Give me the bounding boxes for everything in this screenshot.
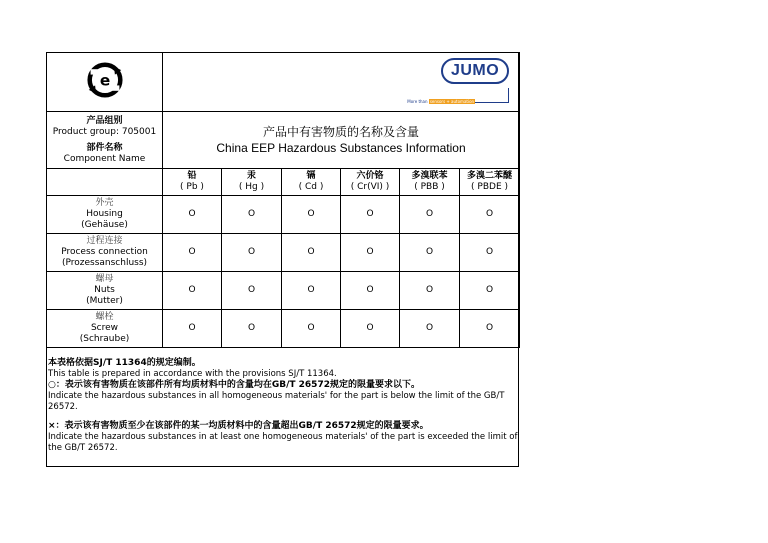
compliance-mark: O xyxy=(460,196,520,234)
table-row xyxy=(47,272,520,310)
component-cn: 螺栓 xyxy=(95,312,114,322)
component-de: (Mutter) xyxy=(86,296,123,306)
component-name-cn: 部件名称 xyxy=(86,142,123,153)
compliance-mark: O xyxy=(222,272,282,310)
compliance-mark: O xyxy=(400,196,460,234)
note-en: This table is prepared in accordance with the provisions SJ/T 11364. xyxy=(48,369,337,379)
component-en: Screw xyxy=(90,323,119,333)
tagline-highlight: sensors + automation xyxy=(429,99,475,104)
compliance-mark: O xyxy=(222,234,282,272)
substance-symbol: ( Cr(VI) ) xyxy=(350,182,390,192)
hazardous-substance-table xyxy=(46,52,520,348)
substance-symbol: ( Pb ) xyxy=(180,182,204,192)
tagline-prefix: More than xyxy=(407,99,428,104)
substance-header xyxy=(163,169,222,196)
compliance-mark: O xyxy=(282,310,341,348)
recycle-logo-cell xyxy=(47,53,163,112)
component-name-en: Component Name xyxy=(63,153,146,164)
notes-section xyxy=(47,358,518,454)
component-en: Nuts xyxy=(94,285,115,295)
spacer xyxy=(48,413,518,421)
compliance-mark: O xyxy=(163,272,222,310)
substance-header xyxy=(222,169,282,196)
rohs-declaration-sheet xyxy=(46,52,519,467)
china-rohs-recycle-icon xyxy=(87,62,123,98)
component-cn: 过程连接 xyxy=(86,236,123,246)
compliance-mark: O xyxy=(282,234,341,272)
substance-symbol: ( PBDE ) xyxy=(471,182,509,192)
compliance-mark: O xyxy=(460,272,520,310)
compliance-mark: O xyxy=(222,310,282,348)
compliance-mark: O xyxy=(282,272,341,310)
substance-header xyxy=(282,169,341,196)
compliance-mark: O xyxy=(400,310,460,348)
table-row xyxy=(47,196,520,234)
compliance-mark: O xyxy=(163,234,222,272)
component-cn: 外壳 xyxy=(95,198,114,208)
compliance-mark: O xyxy=(460,234,520,272)
substance-symbol: ( Cd ) xyxy=(298,182,324,192)
title-en: China EEP Hazardous Substances Information xyxy=(216,141,466,155)
header-blank-cell xyxy=(47,169,163,196)
component-label xyxy=(47,272,163,310)
note-en: Indicate the hazardous substances in all homogeneous materials' for the part is below the limit of the GB/T 26572. xyxy=(48,391,505,412)
jumo-logo: JUMO xyxy=(441,58,509,84)
compliance-mark: O xyxy=(400,234,460,272)
substance-cn: 多溴二苯醚 xyxy=(467,171,513,181)
product-group-en: Product group: 705001 xyxy=(52,126,157,137)
title-cn: 产品中有害物质的名称及含量 xyxy=(263,125,420,139)
substance-symbol: ( Hg ) xyxy=(238,182,265,192)
table-row xyxy=(47,234,520,272)
substance-header xyxy=(400,169,460,196)
compliance-mark: O xyxy=(163,196,222,234)
svg-text:e: e xyxy=(99,71,110,90)
component-en: Housing xyxy=(86,209,123,219)
table-row xyxy=(47,310,520,348)
substance-header xyxy=(341,169,400,196)
compliance-mark: O xyxy=(163,310,222,348)
substance-cn: 镉 xyxy=(306,171,316,181)
product-info-cell xyxy=(47,112,163,169)
component-label xyxy=(47,234,163,272)
brand-cell xyxy=(163,53,520,112)
substance-cn: 汞 xyxy=(246,171,256,181)
substance-cn: 六价铬 xyxy=(356,171,384,181)
compliance-mark: O xyxy=(341,272,400,310)
note-cn: ○：表示该有害物质在该部件所有均质材料中的含量均在GB/T 26572规定的限量要求以下。 xyxy=(48,380,420,390)
compliance-mark: O xyxy=(222,196,282,234)
tagline-connector xyxy=(474,88,509,103)
component-label xyxy=(47,196,163,234)
component-de: (Prozessanschluss) xyxy=(61,258,148,268)
product-group-cn: 产品组别 xyxy=(86,115,123,126)
compliance-mark: O xyxy=(341,234,400,272)
component-label xyxy=(47,310,163,348)
substance-header xyxy=(460,169,520,196)
substance-cn: 多溴联苯 xyxy=(411,171,448,181)
compliance-mark: O xyxy=(400,272,460,310)
substance-cn: 铅 xyxy=(187,171,197,181)
compliance-mark: O xyxy=(341,196,400,234)
component-de: (Gehäuse) xyxy=(81,220,128,230)
component-de: (Schraube) xyxy=(79,334,130,344)
compliance-mark: O xyxy=(282,196,341,234)
brand-tagline xyxy=(407,99,475,105)
substance-symbol: ( PBB ) xyxy=(414,182,445,192)
note-cn: 本表格依据SJ/T 11364的规定编制。 xyxy=(48,358,201,368)
compliance-mark: O xyxy=(460,310,520,348)
title-cell xyxy=(163,112,520,169)
component-en: Process connection xyxy=(61,247,148,257)
note-en: Indicate the hazardous substances in at least one homogeneous materials' of the part is exceeded the limit of the GB/T 26572. xyxy=(48,432,518,453)
note-cn: ×：表示该有害物质至少在该部件的某一均质材料中的含量超出GB/T 26572规定的限量要求。 xyxy=(48,421,429,431)
compliance-mark: O xyxy=(341,310,400,348)
component-cn: 螺母 xyxy=(95,274,114,284)
